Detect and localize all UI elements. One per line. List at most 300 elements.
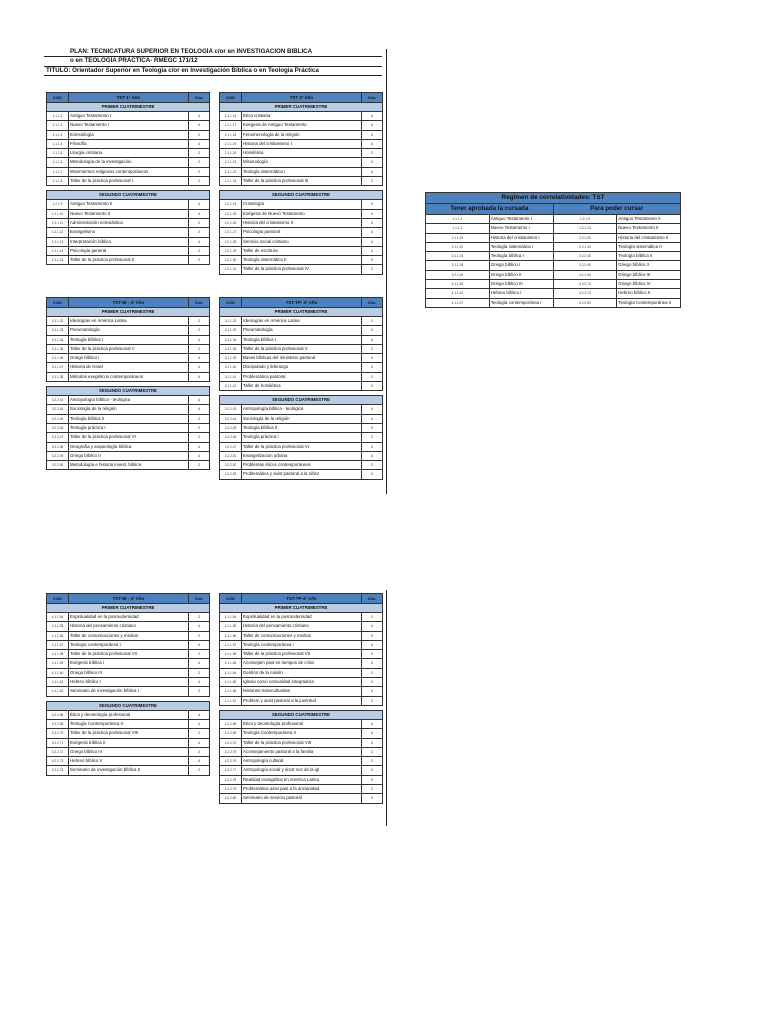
subject-name: Ética y deontología profesional	[69, 710, 189, 719]
subject-row	[220, 687, 383, 696]
subject-code: 3.2.2.46	[47, 423, 69, 432]
subject-row	[220, 622, 383, 631]
subject-code: 2.2.1.31	[220, 265, 242, 274]
subject-name: Taller de la práctica profesional V	[69, 344, 189, 353]
subject-name: Metodología de la investigación	[69, 158, 189, 167]
subject-name: Taller de la práctica profesional VIII	[69, 729, 189, 738]
semester-row-first	[47, 308, 210, 317]
subject-code: 4.2.2.72	[47, 747, 69, 756]
subject-row	[220, 139, 383, 148]
subject-row	[47, 335, 210, 344]
prerequisite-name: Teología sistemática I	[489, 242, 553, 251]
semester-label-first: PRIMER CUATRIMESTRE	[47, 308, 210, 317]
subject-row	[47, 167, 210, 176]
subject-code: 1.2.1.13	[47, 237, 69, 246]
subject-hours: 2	[189, 461, 210, 470]
subject-row	[220, 775, 383, 784]
subject-name: Interpretación bíblica	[69, 237, 189, 246]
column-chs: Chs.	[189, 298, 210, 308]
subject-hours: 4	[189, 237, 210, 246]
subject-code: 4.1.1.55	[220, 622, 242, 631]
column-cod: COD	[47, 594, 69, 604]
prerequisite-code: 3.1.1.34	[426, 252, 490, 261]
subject-hours: 2	[189, 668, 210, 677]
subject-row	[220, 372, 383, 381]
subject-name: Griego bíblico I	[69, 354, 189, 363]
subject-hours: 2	[362, 442, 383, 451]
subject-row	[47, 613, 210, 622]
subject-hours: 2	[362, 631, 383, 640]
table-year3-ib	[46, 297, 210, 470]
subject-hours: 4	[362, 218, 383, 227]
subject-code: 4.2.2.79	[220, 785, 242, 794]
subject-hours: 2	[362, 177, 383, 186]
subject-code: 3.2.2.43	[47, 396, 69, 405]
degree-title: TITULO: Orientador Superior en Teología c/or en Investigación Bíblica o en Teología Práctica	[44, 67, 382, 76]
prerequisite-name: Hebreo bíblico I	[489, 289, 553, 298]
subject-row	[220, 659, 383, 668]
subject-hours: 2	[189, 414, 210, 423]
subject-code: 4.2.2.75	[220, 747, 242, 756]
subject-hours: 2	[189, 246, 210, 255]
semester-row-first	[220, 103, 383, 112]
prerequisite-name: Antiguo Testamento I	[489, 215, 553, 224]
subject-row	[220, 640, 383, 649]
subject-hours: 2	[362, 678, 383, 687]
subject-row	[47, 218, 210, 227]
subject-name: Taller de la práctica profesional I	[69, 177, 189, 186]
subject-name: Pneumatología	[242, 326, 362, 335]
subject-hours: 2	[362, 613, 383, 622]
subject-name: Antiguo Testamento II	[69, 200, 189, 209]
subject-name: Nuevo Testamento II	[69, 209, 189, 218]
subject-code: 2.1.1.19	[220, 139, 242, 148]
subject-name: Pneumatología	[69, 326, 189, 335]
prerequisite-name: Griego bíblico II	[489, 270, 553, 279]
table-header-row	[47, 594, 210, 604]
subject-code: 3.1.1.32	[47, 317, 69, 326]
subject-name: Gestión de la misión	[242, 668, 362, 677]
subject-code: 3.1.1.37	[47, 363, 69, 372]
subject-row	[47, 442, 210, 451]
subject-hours: 4	[362, 729, 383, 738]
subject-code: 1.1.1.7	[47, 167, 69, 176]
subject-code: 1.2.1.15	[47, 256, 69, 265]
subject-code: 4.1.1.56	[220, 631, 242, 640]
subject-hours: 4	[189, 209, 210, 218]
subject-row	[47, 177, 210, 186]
prerequisite-code: 2.1.1.22	[426, 242, 490, 251]
subject-row	[220, 200, 383, 209]
subject-name: Taller de la práctica profesional II	[69, 256, 189, 265]
semester-row-first	[47, 604, 210, 613]
semester-row-second	[47, 387, 210, 396]
semester-row-first	[220, 604, 383, 613]
table-title: TST 1° Año	[69, 93, 189, 103]
column-chs: Chs.	[362, 93, 383, 103]
subject-row	[220, 794, 383, 803]
table-header-row	[47, 298, 210, 308]
subject-row	[220, 218, 383, 227]
subject-row	[220, 442, 383, 451]
subject-code: 4.1.1.55	[47, 622, 69, 631]
subject-code: 4.1.1.59	[47, 659, 69, 668]
subject-row	[220, 209, 383, 218]
correlatividad-row	[426, 270, 681, 279]
prerequisite-code: 3.1.1.36	[426, 261, 490, 270]
table-year3-tp	[219, 297, 383, 480]
table-title: TST-IB - 4° Año	[69, 594, 189, 604]
subject-hours: 4	[362, 659, 383, 668]
subject-code: 3.1.1.41	[220, 372, 242, 381]
subject-code: 4.2.2.74	[47, 766, 69, 775]
subject-hours: 2	[362, 423, 383, 432]
header-prerequisite: Tener aprobada la cursada	[426, 204, 554, 215]
table-title: TST-TP- 3° Año	[242, 298, 362, 308]
target-name: Griego bíblico II	[617, 261, 681, 270]
subject-row	[47, 678, 210, 687]
semester-label-first: PRIMER CUATRIMESTRE	[220, 308, 383, 317]
subject-row	[220, 167, 383, 176]
subject-hours: 4	[189, 139, 210, 148]
subject-code: 4.1.1.67	[220, 696, 242, 705]
column-cod: COD	[47, 298, 69, 308]
subject-name: Taller de la práctica profesional VII	[242, 650, 362, 659]
table-year4-ib	[46, 593, 210, 776]
semester-label-second: SEGUNDO CUATRIMESTRE	[220, 710, 383, 719]
subject-code: 1.2.1.9	[47, 200, 69, 209]
subject-hours: 2	[362, 326, 383, 335]
subject-name: Teología Contemporánea II	[242, 729, 362, 738]
subject-row	[47, 326, 210, 335]
subject-hours: 4	[362, 112, 383, 121]
subject-hours: 2	[189, 613, 210, 622]
subject-name: Eclesiología	[69, 130, 189, 139]
subject-name: Ideologías en América Latina	[242, 317, 362, 326]
subject-name: Filosofía	[69, 139, 189, 148]
subject-hours: 2	[362, 433, 383, 442]
subject-hours: 2	[189, 158, 210, 167]
subject-name: Antiguo Testamento I	[69, 112, 189, 121]
semester-row-second	[220, 710, 383, 719]
correlatividad-row	[426, 242, 681, 251]
subject-code: 3.1.1.34	[47, 335, 69, 344]
subject-hours: 4	[362, 335, 383, 344]
subject-code: 3.2.2.47	[47, 433, 69, 442]
subject-hours: 4	[362, 167, 383, 176]
target-name: Historia del cristianismo II	[617, 233, 681, 242]
subject-hours: 2	[362, 149, 383, 158]
subject-code: 4.1.1.60	[47, 668, 69, 677]
column-cod: COD	[220, 93, 242, 103]
subject-hours: 2	[362, 738, 383, 747]
subject-code: 4.1.1.57	[47, 640, 69, 649]
subject-row	[220, 461, 383, 470]
subject-name: Sociología de la religión	[242, 414, 362, 423]
subject-row	[220, 177, 383, 186]
subject-code: 2.1.1.21	[220, 158, 242, 167]
subject-row	[220, 451, 383, 460]
subject-code: 3.2.2.47	[220, 442, 242, 451]
subject-name: Liturgia cristiana	[69, 149, 189, 158]
subject-code: 4.1.1.58	[47, 650, 69, 659]
subject-hours: 2	[189, 423, 210, 432]
subject-hours: 2	[362, 200, 383, 209]
target-name: Teología Contemporánea II	[617, 298, 681, 307]
target-name: Antiguo Testamento II	[617, 215, 681, 224]
semester-row-second	[220, 191, 383, 200]
subject-name: Psicología general	[69, 246, 189, 255]
subject-row	[220, 631, 383, 640]
subject-row	[47, 200, 210, 209]
subject-row	[220, 326, 383, 335]
subject-hours: 4	[362, 405, 383, 414]
subject-row	[47, 121, 210, 130]
subject-name: Exégesis de Nuevo Testamento	[242, 209, 362, 218]
subject-code: 4.2.2.80	[220, 794, 242, 803]
subject-code: 1.2.1.12	[47, 228, 69, 237]
subject-code: 4.2.2.70	[220, 738, 242, 747]
column-chs: Chs.	[362, 298, 383, 308]
correlatividades-table	[425, 192, 681, 308]
subject-row	[47, 246, 210, 255]
subject-code: 2.2.1.26	[220, 218, 242, 227]
subject-code: 3.2.2.49	[47, 451, 69, 460]
column-chs: Chs.	[189, 594, 210, 604]
subject-name: Taller de la práctica profesional VII	[69, 650, 189, 659]
subject-name: Evangelización urbana	[242, 451, 362, 460]
subject-row	[220, 650, 383, 659]
target-name: Griego bíblico III	[617, 270, 681, 279]
subject-code: 3.1.1.35	[47, 344, 69, 353]
subject-hours: 4	[189, 354, 210, 363]
subject-hours: 4	[189, 405, 210, 414]
subject-row	[220, 678, 383, 687]
subject-name: Taller de la práctica profesional VI	[242, 442, 362, 451]
subject-row	[220, 335, 383, 344]
subject-code: 3.1.1.32	[220, 317, 242, 326]
subject-code: 1.1.1.8	[47, 177, 69, 186]
subject-row	[47, 317, 210, 326]
subject-hours: 2	[362, 747, 383, 756]
subject-row	[47, 433, 210, 442]
table-title: TST-TP-4° Año	[242, 594, 362, 604]
correlatividad-row	[426, 233, 681, 242]
subject-row	[220, 317, 383, 326]
subject-hours: 2	[362, 696, 383, 705]
subject-row	[47, 729, 210, 738]
subject-row	[47, 640, 210, 649]
subject-row	[47, 149, 210, 158]
subject-name: Teología bíblica II	[242, 423, 362, 432]
correlatividades-title: Régimen de correlatividades: TST	[426, 193, 681, 204]
subject-hours: 2	[189, 687, 210, 696]
table-title: TST 2° Año	[242, 93, 362, 103]
subject-code: 4.1.1.54	[47, 613, 69, 622]
subject-row	[47, 209, 210, 218]
semester-row-second	[220, 396, 383, 405]
subject-row	[220, 414, 383, 423]
subject-row	[47, 747, 210, 756]
subject-name: Exégesis bíblica II	[69, 738, 189, 747]
subject-row	[220, 237, 383, 246]
subject-name: Teología bíblica II	[69, 414, 189, 423]
subject-hours: 4	[189, 622, 210, 631]
column-cod: COD	[47, 93, 69, 103]
subject-code: 4.1.1.58	[220, 650, 242, 659]
subject-hours: 2	[362, 256, 383, 265]
subject-hours: 2	[362, 687, 383, 696]
subject-hours: 4	[362, 414, 383, 423]
subject-hours: 4	[362, 354, 383, 363]
subject-row	[220, 158, 383, 167]
subject-name: Teología práctica I	[242, 433, 362, 442]
subject-name: Historia del cristianismo I	[242, 139, 362, 148]
subject-hours: 4	[362, 228, 383, 237]
subject-code: 4.2.2.77	[220, 766, 242, 775]
subject-hours: 2	[189, 650, 210, 659]
subject-row	[220, 613, 383, 622]
table-header-row	[47, 93, 210, 103]
subject-hours: 2	[189, 167, 210, 176]
subject-code: 3.1.1.33	[220, 326, 242, 335]
subject-code: 3.2.2.43	[220, 405, 242, 414]
subject-code: 4.1.1.57	[220, 640, 242, 649]
target-name: Hebreo bíblico II	[617, 289, 681, 298]
subject-code: 4.1.1.63	[220, 659, 242, 668]
subject-code: 4.2.2.70	[47, 729, 69, 738]
subject-hours: 2	[189, 218, 210, 227]
subject-hours: 2	[189, 631, 210, 640]
subject-hours: 2	[189, 344, 210, 353]
subject-name: Antropología cultural	[242, 757, 362, 766]
correlatividades-title-row	[426, 193, 681, 204]
column-cod: COD	[220, 298, 242, 308]
subject-code: 3.2.2.44	[220, 414, 242, 423]
semester-label-second: SEGUNDO CUATRIMESTRE	[47, 191, 210, 200]
prerequisite-code: 4.1.1.57	[426, 298, 490, 307]
subject-code: 2.2.1.24	[220, 200, 242, 209]
subject-name: Espiritualidad en la posmodernidad	[69, 613, 189, 622]
subject-row	[220, 433, 383, 442]
subject-name: Evangelismo	[69, 228, 189, 237]
subject-code: 1.1.1.2	[47, 121, 69, 130]
plan-subtitle: o en TEOLOGÍA PRÁCTICA- RMEGC 171/12	[44, 57, 382, 66]
subject-row	[220, 470, 383, 479]
subject-hours: 4	[189, 335, 210, 344]
column-cod: COD	[220, 594, 242, 604]
subject-row	[220, 747, 383, 756]
subject-row	[220, 354, 383, 363]
target-code: 1.2.1.9	[553, 215, 617, 224]
correlatividad-row	[426, 298, 681, 307]
subject-name: Teología bíblica I	[69, 335, 189, 344]
subject-code: 3.1.1.33	[47, 326, 69, 335]
subject-name: Teología práctica I	[69, 423, 189, 432]
subject-name: Taller de escritura	[242, 246, 362, 255]
subject-row	[220, 112, 383, 121]
subject-name: Historia del pensamiento cristiano	[242, 622, 362, 631]
subject-code: 1.1.1.6	[47, 158, 69, 167]
subject-name: Servicio social cristiano	[242, 237, 362, 246]
subject-name: Geografía y arqueología bíblica	[69, 442, 189, 451]
subject-name: Taller de la práctica profesional V	[242, 344, 362, 353]
subject-code: 4.2.2.69	[220, 729, 242, 738]
subject-name: Taller de la práctica profesional IV	[242, 265, 362, 274]
subject-hours: 2	[362, 461, 383, 470]
target-code: 4.1.1.60	[553, 270, 617, 279]
subject-hours: 4	[189, 372, 210, 381]
subject-name: Teología bíblica I	[242, 335, 362, 344]
subject-hours: 2	[362, 794, 383, 803]
subject-name: Discipulado y liderazgo	[242, 363, 362, 372]
subject-row	[47, 423, 210, 432]
subject-row	[220, 423, 383, 432]
subject-row	[220, 766, 383, 775]
subject-name: Antropología bíblica - teológica	[69, 396, 189, 405]
subject-name: Taller de comunicaciones y medios	[242, 631, 362, 640]
subject-hours: 2	[362, 265, 383, 274]
subject-hours: 4	[189, 396, 210, 405]
prerequisite-code: 1.1.1.2	[426, 224, 490, 233]
subject-code: 3.1.1.36	[47, 354, 69, 363]
subject-code: 1.2.1.11	[47, 218, 69, 227]
subject-name: Sociología de la religión	[69, 405, 189, 414]
subject-row	[47, 354, 210, 363]
subject-name: Taller de la práctica profesional VIII	[242, 738, 362, 747]
subject-row	[220, 738, 383, 747]
subject-code: 4.1.1.62	[47, 687, 69, 696]
subject-code: 3.1.1.39	[220, 354, 242, 363]
subject-row	[220, 228, 383, 237]
subject-row	[47, 757, 210, 766]
subject-row	[220, 149, 383, 158]
subject-name: Homilética	[242, 149, 362, 158]
subject-hours: 2	[362, 130, 383, 139]
prerequisite-name: Teología bíblica I	[489, 252, 553, 261]
subject-code: 2.2.1.25	[220, 209, 242, 218]
prerequisite-code: 1.1.1.1	[426, 215, 490, 224]
subject-name: Administración eclesiástica	[69, 218, 189, 227]
subject-name: Ética y deontología profesional	[242, 719, 362, 728]
subject-name: Exégesis bíblica I	[69, 659, 189, 668]
subject-code: 4.1.1.65	[220, 678, 242, 687]
subject-code: 3.1.1.34	[220, 335, 242, 344]
subject-code: 4.2.2.76	[220, 757, 242, 766]
subject-name: Taller de la práctica profesional III	[242, 177, 362, 186]
subject-code: 1.1.1.1	[47, 112, 69, 121]
target-name: Griego bíblico IV	[617, 280, 681, 289]
prerequisite-code: 4.1.1.60	[426, 280, 490, 289]
subject-name: Historia de Israel	[69, 363, 189, 372]
semester-label-first: PRIMER CUATRIMESTRE	[47, 604, 210, 613]
subject-code: 2.2.1.30	[220, 256, 242, 265]
table-year4-tp	[219, 593, 383, 804]
subject-code: 3.2.2.45	[47, 414, 69, 423]
subject-hours: 4	[189, 451, 210, 460]
table-header-row	[220, 594, 383, 604]
subject-code: 1.1.1.3	[47, 130, 69, 139]
target-code: 4.2.2.69	[553, 298, 617, 307]
subject-code: 1.2.1.14	[47, 246, 69, 255]
subject-row	[220, 363, 383, 372]
subject-row	[47, 461, 210, 470]
subject-code: 1.1.1.5	[47, 149, 69, 158]
prerequisite-code: 4.1.1.61	[426, 289, 490, 298]
column-chs: Chs.	[189, 93, 210, 103]
subject-hours: 2	[362, 650, 383, 659]
subject-hours: 2	[189, 766, 210, 775]
